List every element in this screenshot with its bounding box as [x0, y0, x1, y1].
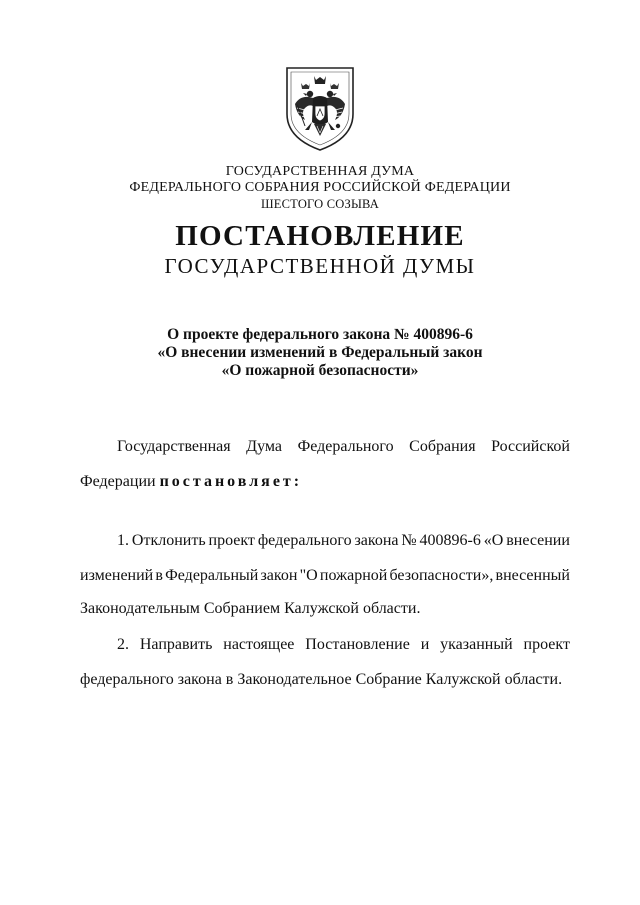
item-1-word: безопасности»,: [389, 567, 494, 584]
item-1-word: Федеральный: [165, 567, 259, 584]
item-2-word: проект: [523, 636, 570, 653]
item-1-word: 400896-6: [419, 532, 481, 549]
coat-of-arms-emblem: [283, 64, 357, 154]
item-2-line-1: [117, 635, 570, 655]
item-1-word: внесении: [506, 532, 570, 549]
preamble-word: Собрания: [409, 438, 476, 455]
subject-line-3: «О пожарной безопасности»: [221, 362, 419, 379]
document-type-title: ПОСТАНОВЛЕНИЕ: [175, 220, 465, 252]
convocation-line: ШЕСТОГО СОЗЫВА: [260, 197, 380, 211]
item-1-line-3: Законодательным Собранием Калужской области.: [80, 600, 421, 617]
item-2-word: указанный: [440, 636, 513, 653]
item-1-word: Отклонить: [131, 532, 206, 549]
item-1-word: пожарной: [319, 567, 388, 584]
item-1-word: изменений: [80, 567, 154, 584]
preamble-line-2-start: Федерации: [80, 473, 160, 490]
item-1-word: закон: [260, 567, 298, 584]
item-1-word: в: [155, 567, 163, 584]
item-2-word: и: [420, 636, 430, 653]
item-1-word: закона: [354, 532, 399, 549]
item-1-word: внесенный: [495, 567, 570, 584]
document-issuer-title: ГОСУДАРСТВЕННОЙ ДУМЫ: [164, 254, 476, 278]
item-1-word: «О: [483, 532, 504, 549]
preamble-word: Государственная: [117, 438, 231, 455]
preamble-line-2: [80, 472, 570, 492]
preamble-word: Дума: [246, 438, 282, 455]
item-2-line-2: федерального закона в Законодательное Собрание Калужской области.: [80, 671, 563, 688]
item-1-word: "О: [299, 567, 318, 584]
item-1-line-1: [117, 531, 570, 551]
item-1-word: проект: [208, 532, 255, 549]
subject-line-2: «О внесении изменений в Федеральный закон: [157, 344, 483, 361]
decree-word: постановляет:: [159, 473, 303, 490]
item-1-word: федерального: [257, 532, 352, 549]
item-2-word: Направить: [139, 636, 213, 653]
item-1-line-2: [80, 566, 570, 586]
preamble-word: Федерального: [297, 438, 394, 455]
item-1-word: №: [401, 532, 417, 549]
org-name-line-1: ГОСУДАРСТВЕННАЯ ДУМА: [225, 164, 415, 179]
subject-line-1: О проекте федерального закона № 400896-6: [167, 326, 473, 343]
item-2-word: настоящее: [223, 636, 295, 653]
item-1-word: 1.: [117, 532, 129, 549]
preamble-word: Российской: [491, 438, 570, 455]
item-2-word: Постановление: [305, 636, 410, 653]
org-name-line-2: ФЕДЕРАЛЬНОГО СОБРАНИЯ РОССИЙСКОЙ ФЕДЕРАЦИИ: [129, 180, 511, 195]
item-2-word: 2.: [117, 636, 129, 653]
preamble-line-1: [117, 437, 570, 457]
